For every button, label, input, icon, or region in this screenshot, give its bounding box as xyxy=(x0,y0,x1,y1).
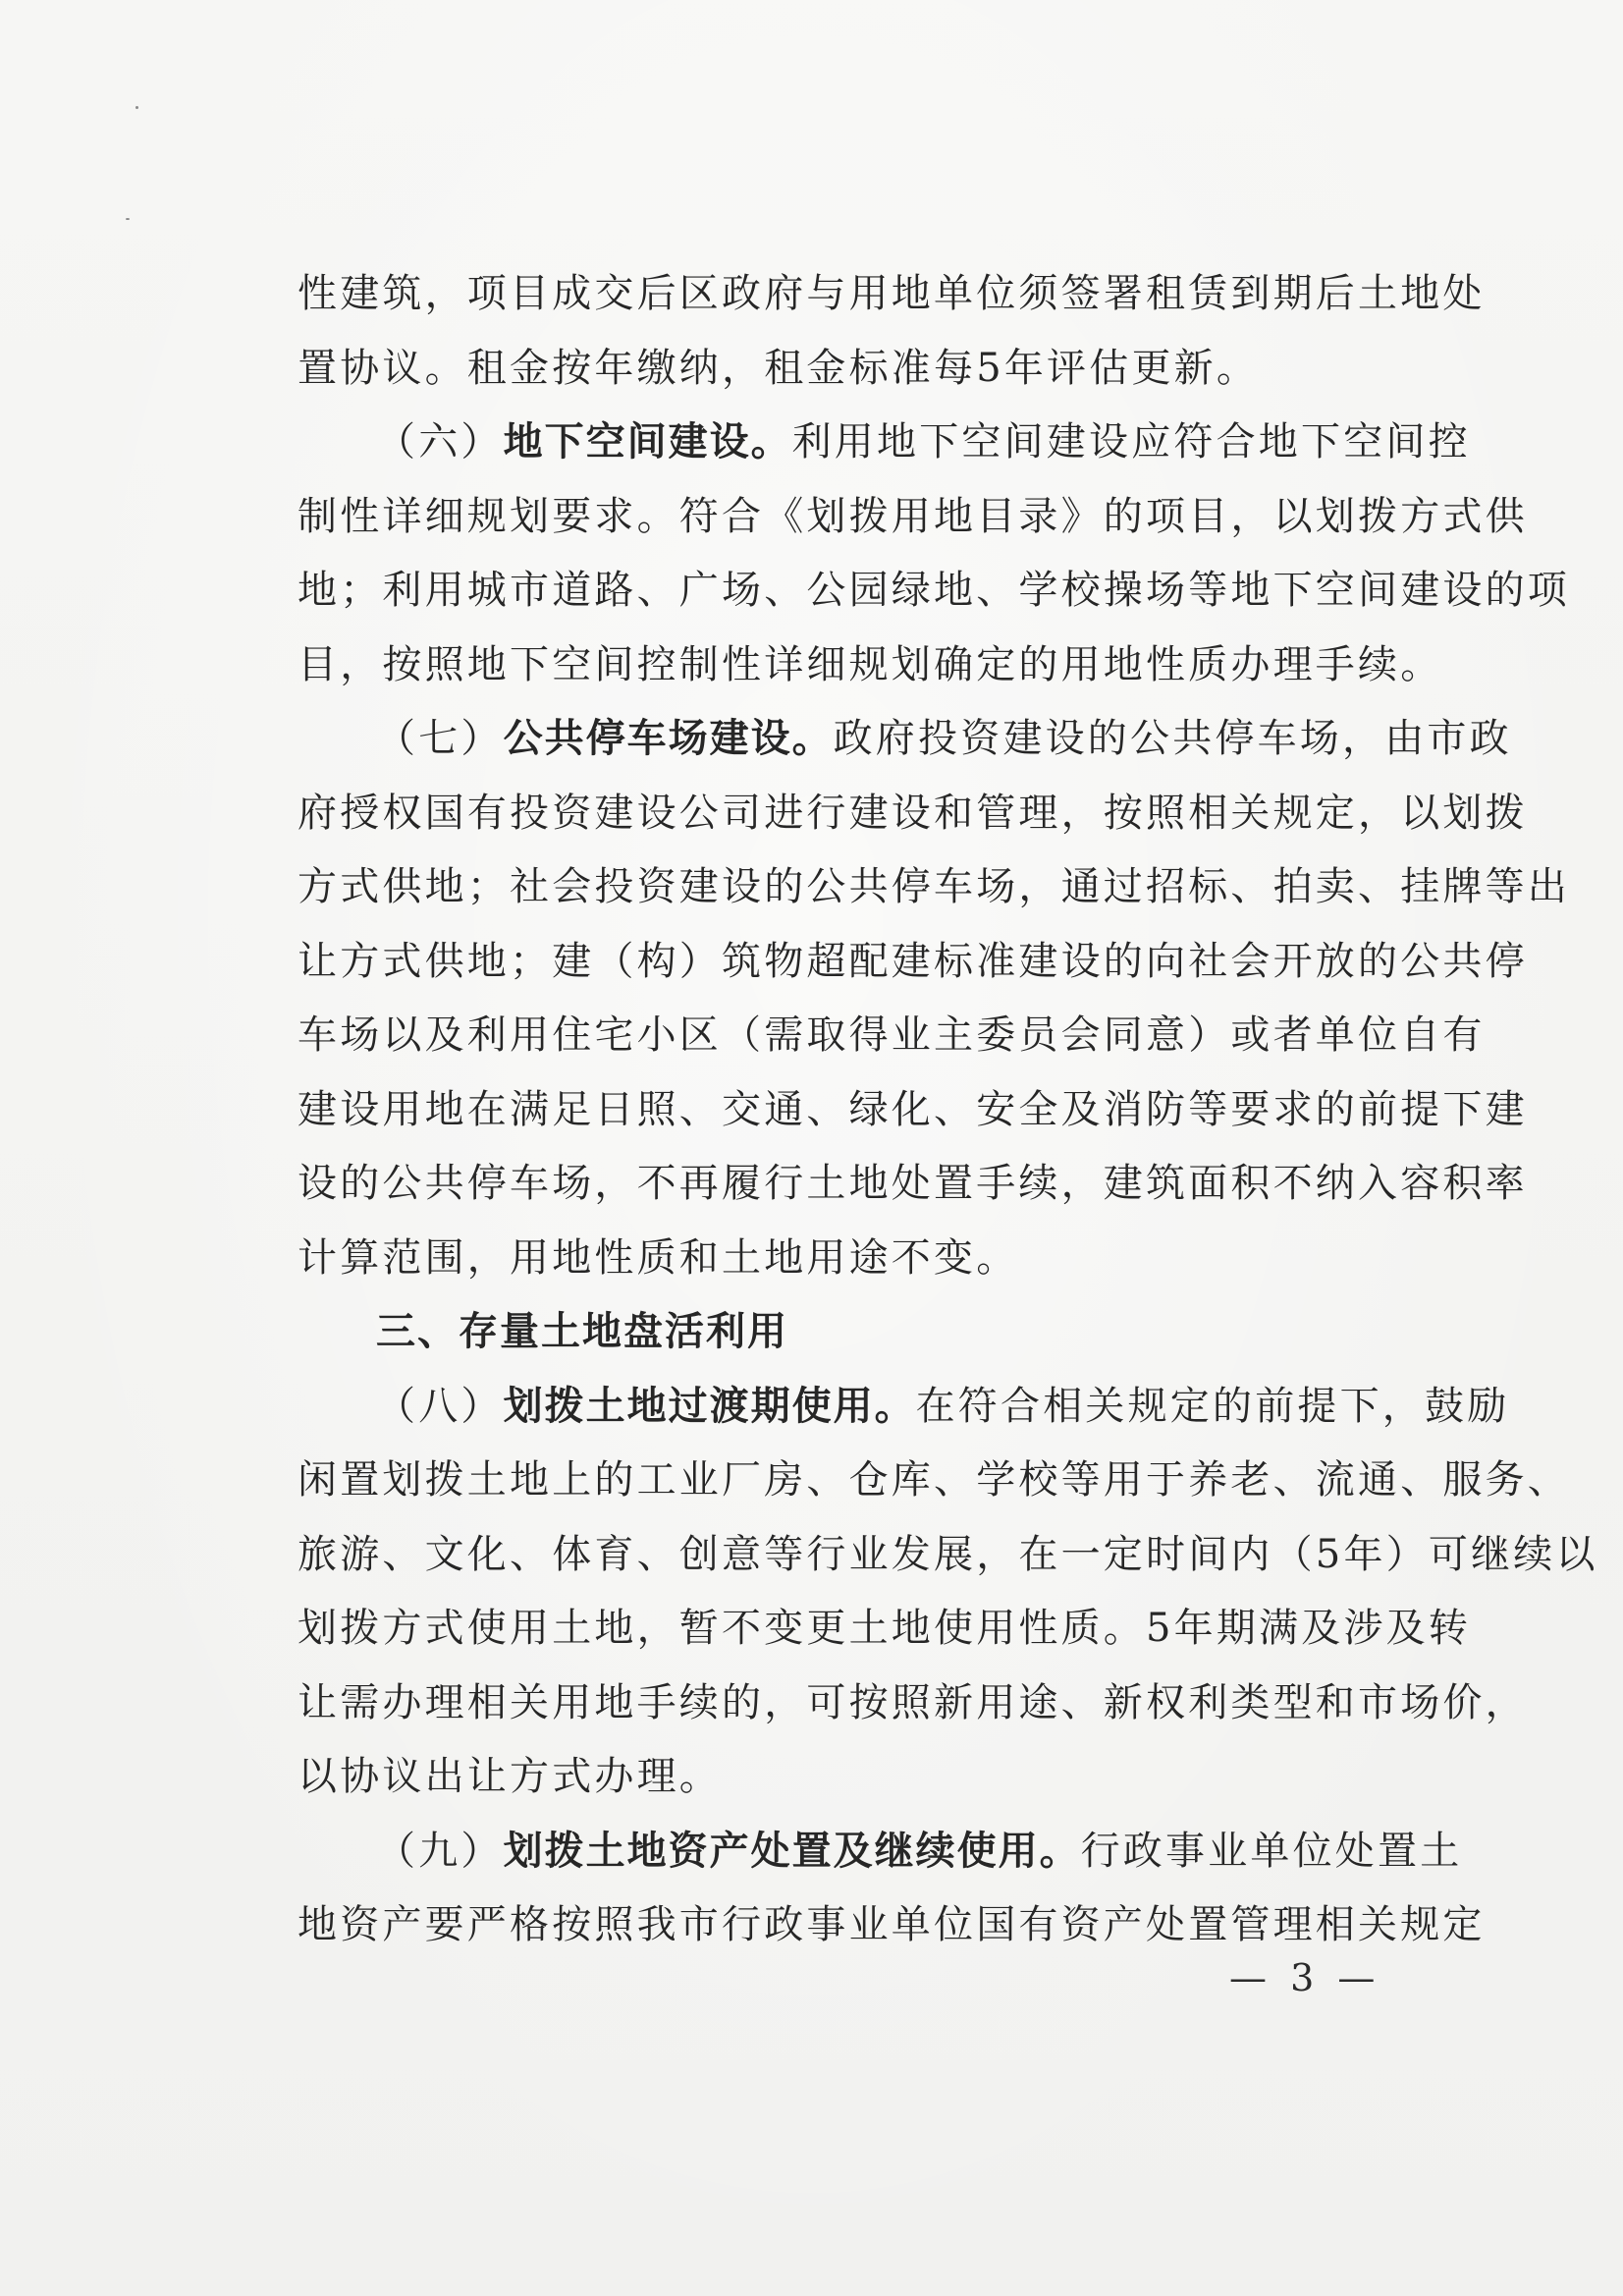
body-text: （九） xyxy=(376,1828,504,1874)
text-line xyxy=(298,1667,1528,1741)
body-text: 让方式供地；建（构）筑物超配建标准建设的向社会开放的公共停 xyxy=(298,938,1528,984)
body-text: 以协议出让方式办理。 xyxy=(298,1754,722,1799)
page-number: — 3 — xyxy=(1229,1956,1381,1999)
body-text: 目，按照地下空间控制性详细规划确定的用地性质办理手续。 xyxy=(298,641,1443,687)
body-text: 性建筑，项目成交后区政府与用地单位须签署租赁到期后土地处 xyxy=(298,271,1486,316)
scan-speck xyxy=(126,218,130,220)
text-line xyxy=(298,702,1512,777)
body-text: （七） xyxy=(376,716,504,761)
body-text: 利用地下空间建设应符合地下空间控 xyxy=(791,419,1471,465)
text-line xyxy=(298,1740,1436,1815)
text-line xyxy=(298,554,1570,629)
text-line xyxy=(298,1888,1486,1963)
text-line xyxy=(298,1370,1510,1445)
text-line xyxy=(298,925,1528,1000)
body-text: 旅游、文化、体育、创意等行业发展，在一定时间内（5年）可继续以 xyxy=(298,1531,1598,1577)
text-line xyxy=(298,1222,1436,1296)
text-line xyxy=(298,1073,1528,1148)
document-body xyxy=(298,257,1598,1963)
body-text: 地资产要严格按照我市行政事业单位国有资产处置管理相关规定 xyxy=(298,1902,1486,1947)
bold-heading-text: 三、存量土地盘活利用 xyxy=(376,1309,788,1354)
body-text: 车场以及利用住宅小区（需取得业主委员会同意）或者单位自有 xyxy=(298,1012,1486,1058)
body-text: 划拨方式使用土地，暂不变更土地使用性质。5年期满及涉及转 xyxy=(298,1606,1472,1651)
scan-speck xyxy=(135,106,138,109)
text-line xyxy=(298,1444,1570,1518)
text-line xyxy=(298,999,1486,1073)
body-text: 让需办理相关用地手续的，可按照新用途、新权利类型和市场价， xyxy=(298,1679,1528,1725)
text-line xyxy=(298,1295,1436,1370)
bold-heading-text: 公共停车场建设。 xyxy=(503,716,834,761)
body-text: 府授权国有投资建设公司进行建设和管理，按照相关规定，以划拨 xyxy=(298,790,1528,836)
body-text: 建设用地在满足日照、交通、绿化、安全及消防等要求的前提下建 xyxy=(298,1086,1528,1132)
text-line xyxy=(298,777,1528,851)
body-text: 政府投资建设的公共停车场，由市政 xyxy=(833,716,1512,761)
bold-heading-text: 地下空间建设。 xyxy=(503,419,792,465)
text-line xyxy=(298,332,1436,407)
body-text: 计算范围，用地性质和土地用途不变。 xyxy=(298,1234,1019,1281)
bold-heading-text: 划拨土地过渡期使用。 xyxy=(503,1383,916,1429)
body-text: 行政事业单位处置土 xyxy=(1080,1828,1463,1874)
body-text: （八） xyxy=(376,1383,504,1429)
text-line xyxy=(298,850,1570,925)
text-line xyxy=(298,1147,1528,1222)
text-line xyxy=(298,1815,1463,1889)
text-line xyxy=(298,1592,1472,1667)
bold-heading-text: 划拨土地资产处置及继续使用。 xyxy=(503,1828,1081,1874)
body-text: 方式供地；社会投资建设的公共停车场，通过招标、拍卖、挂牌等出 xyxy=(298,864,1570,909)
body-text: 闲置划拨土地上的工业厂房、仓库、学校等用于养老、流通、服务、 xyxy=(298,1457,1570,1503)
body-text: （六） xyxy=(376,419,504,465)
text-line xyxy=(298,629,1443,703)
body-text: 地；利用城市道路、广场、公园绿地、学校操场等地下空间建设的项 xyxy=(298,568,1570,613)
text-line xyxy=(298,1518,1598,1593)
body-text: 置协议。租金按年缴纳，租金标准每5年评估更新。 xyxy=(298,345,1260,391)
text-line xyxy=(298,480,1528,555)
body-text: 制性详细规划要求。符合《划拨用地目录》的项目，以划拨方式供 xyxy=(298,493,1528,539)
body-text: 在符合相关规定的前提下，鼓励 xyxy=(915,1383,1510,1429)
text-line xyxy=(298,257,1486,332)
body-text: 设的公共停车场，不再履行土地处置手续，建筑面积不纳入容积率 xyxy=(298,1161,1528,1206)
text-line xyxy=(298,406,1471,480)
